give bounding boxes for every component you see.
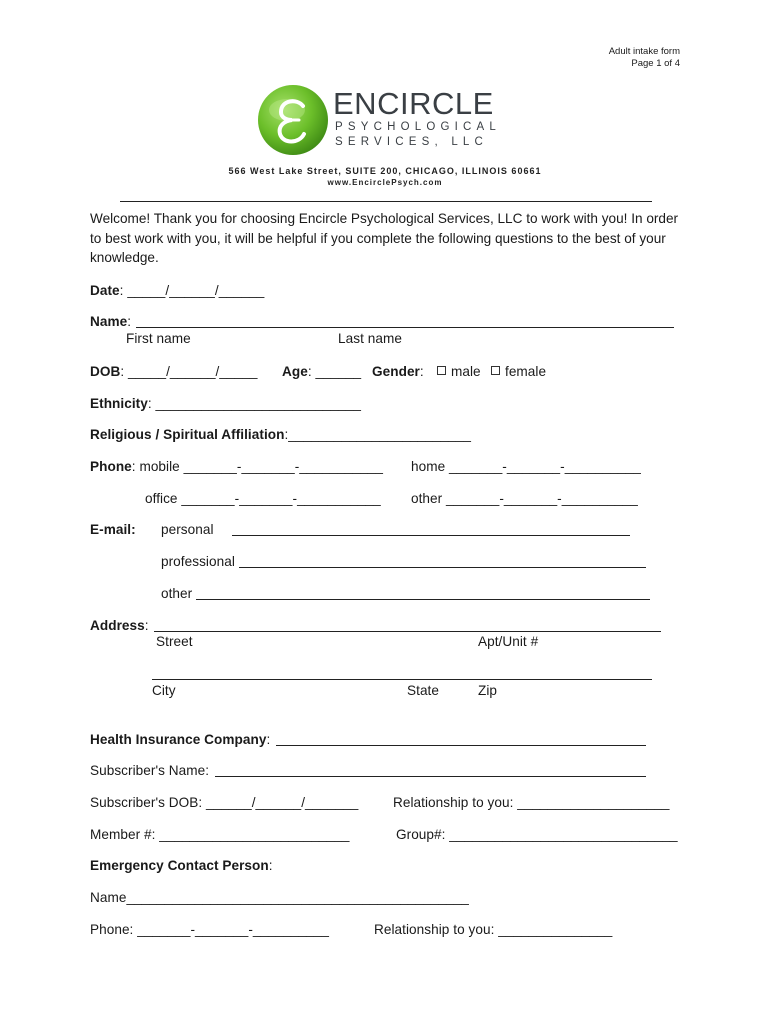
gender-colon: :: [419, 364, 424, 379]
first-name-caption: First name: [126, 331, 191, 346]
email-other-line[interactable]: [196, 599, 650, 600]
dob-row[interactable]: [90, 364, 257, 379]
male-label: male: [451, 364, 481, 379]
group-number-field[interactable]: Group#: ______________________________: [396, 827, 678, 842]
member-number-field[interactable]: Member #: _________________________: [90, 827, 350, 842]
female-label: female: [505, 364, 547, 379]
phone-home-field[interactable]: home _______-_______-__________: [411, 459, 641, 474]
page-number: Page 1 of 4: [631, 58, 680, 69]
emergency-label: Emergency Contact Person: [90, 858, 269, 873]
last-name-caption: Last name: [338, 331, 402, 346]
email-other-label: other: [161, 586, 193, 601]
insurance-colon: :: [266, 732, 271, 747]
religion-row[interactable]: [90, 427, 471, 442]
dob-blank[interactable]: : _____/______/_____: [120, 364, 258, 379]
phone-mobile-blank[interactable]: : mobile _______-_______-___________: [131, 459, 384, 474]
date-row[interactable]: [90, 283, 264, 298]
intro-paragraph: Welcome! Thank you for choosing Encircle Psychological Services, LLC to work with you! In order to best work with you, it will be helpful if you complete the following questions to the best of your knowledge.: [90, 211, 679, 265]
religion-label: Religious / Spiritual Affiliation: [90, 427, 285, 442]
insurance-line[interactable]: [276, 745, 646, 746]
date-label: Date: [90, 283, 120, 298]
phone-label: Phone: [90, 459, 132, 474]
brand-subtitle-line1: PSYCHOLOGICAL: [335, 121, 502, 133]
emergency-relationship-field[interactable]: Relationship to you: _______________: [374, 922, 613, 937]
brand-name: ENCIRCLE: [333, 86, 494, 121]
phone-mobile-row[interactable]: [90, 459, 383, 474]
street-caption: Street: [156, 634, 193, 649]
emergency-colon: :: [268, 858, 273, 873]
phone-office-field[interactable]: office _______-_______-___________: [145, 491, 381, 506]
gender-male-option[interactable]: [437, 364, 481, 379]
age-row[interactable]: [282, 364, 361, 379]
name-colon: :: [127, 314, 132, 329]
email-professional-label: professional: [161, 554, 235, 569]
gender-row: [372, 364, 424, 379]
gender-female-option[interactable]: [491, 364, 546, 379]
email-label: E-mail:: [90, 522, 136, 537]
website-link[interactable]: www.EncirclePsych.com: [327, 178, 443, 187]
female-checkbox[interactable]: [491, 366, 500, 375]
gender-label: Gender: [372, 364, 420, 379]
address-city-line[interactable]: [152, 679, 652, 680]
address-label: Address: [90, 618, 145, 633]
email-personal-line[interactable]: [232, 535, 630, 536]
name-label: Name: [90, 314, 128, 329]
form-type-label: Adult intake form: [608, 46, 680, 57]
subscriber-name-line[interactable]: [215, 776, 646, 777]
ethnicity-blank[interactable]: : ___________________________: [147, 396, 361, 411]
subscriber-name-label: Subscriber's Name:: [90, 763, 210, 778]
encircle-logo-icon: [257, 84, 329, 156]
dob-label: DOB: [90, 364, 121, 379]
ethnicity-row[interactable]: [90, 396, 361, 411]
date-blank[interactable]: : _____/______/______: [119, 283, 265, 298]
state-caption: State: [407, 683, 439, 698]
email-professional-line[interactable]: [239, 567, 646, 568]
brand-subtitle-line2: SERVICES, LLC: [335, 136, 489, 148]
email-personal-label: personal: [161, 522, 214, 537]
header-separator: [120, 201, 652, 202]
age-label: Age: [282, 364, 308, 379]
religion-blank[interactable]: :________________________: [284, 427, 471, 442]
age-blank[interactable]: : ______: [307, 364, 362, 379]
relationship-field[interactable]: Relationship to you: ____________________: [393, 795, 670, 810]
apt-caption: Apt/Unit #: [478, 634, 539, 649]
subscriber-dob-field[interactable]: Subscriber's DOB: ______/______/_______: [90, 795, 359, 810]
insurance-row: [90, 732, 270, 747]
emergency-name-field[interactable]: Name_____________________________________________: [90, 890, 469, 905]
male-checkbox[interactable]: [437, 366, 446, 375]
emergency-phone-field[interactable]: Phone: _______-_______-__________: [90, 922, 330, 937]
name-row: [90, 314, 131, 329]
phone-other-field[interactable]: other _______-_______-__________: [411, 491, 638, 506]
address-colon: :: [144, 618, 149, 633]
emergency-row: [90, 858, 273, 873]
insurance-label: Health Insurance Company: [90, 732, 267, 747]
zip-caption: Zip: [478, 683, 498, 698]
name-input-line[interactable]: [136, 327, 674, 328]
address-street-line[interactable]: [154, 631, 661, 632]
office-address: 566 West Lake Street, SUITE 200, CHICAGO, ILLINOIS 60661: [228, 166, 542, 176]
address-row: [90, 618, 149, 633]
ethnicity-label: Ethnicity: [90, 396, 148, 411]
city-caption: City: [152, 683, 176, 698]
